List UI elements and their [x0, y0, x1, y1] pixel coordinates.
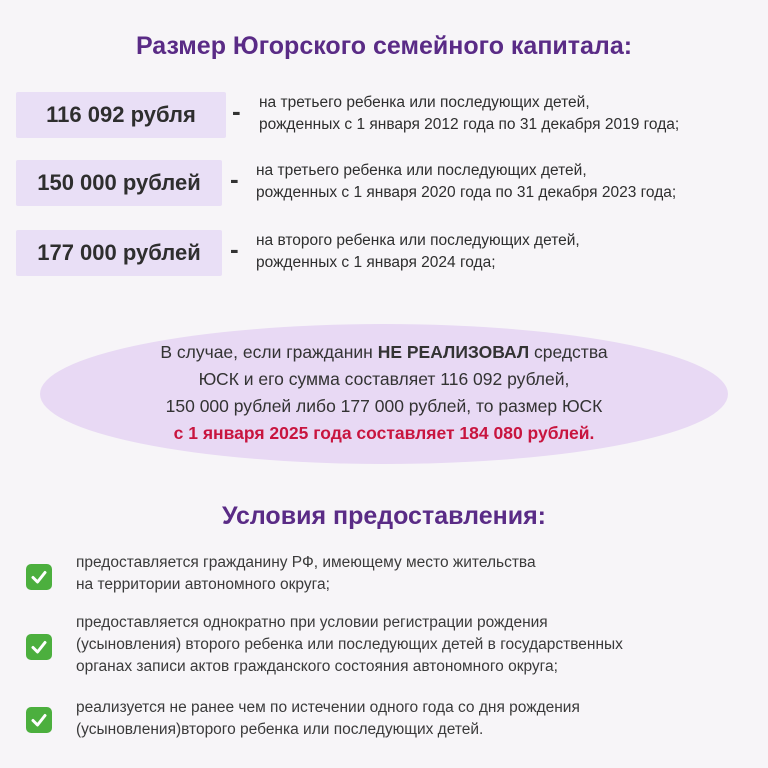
condition-text: реализуется не ранее чем по истечении одного года со дня рождения (усыновления)второго ребенка или последующих детей.	[76, 699, 580, 738]
dash-separator: -	[232, 96, 241, 126]
conditions-title: Условия предоставления:	[222, 502, 546, 530]
note-line-3: 150 000 рублей либо 177 000 рублей, то размер ЮСК	[165, 396, 603, 416]
description-line: на третьего ребенка или последующих детей,	[259, 94, 590, 111]
amount-description	[259, 92, 679, 136]
dash-separator: -	[230, 234, 239, 264]
note-highlight: с 1 января 2025 года составляет 184 080 рублей.	[173, 423, 595, 443]
amount-badge: 177 000 рублей	[16, 230, 222, 276]
page-title: Размер Югорского семейного капитала:	[135, 32, 633, 60]
note-line-1: В случае, если гражданин НЕ РЕАЛИЗОВАЛ средства	[160, 342, 608, 362]
description-line: рожденных с 1 января 2012 года по 31 декабря 2019 года;	[259, 116, 680, 133]
description-line: рожденных с 1 января 2024 года;	[256, 254, 496, 271]
note-line-2: ЮСК и его сумма составляет 116 092 рублей,	[198, 369, 570, 389]
note-text	[60, 339, 708, 447]
condition-text: предоставляется гражданину РФ, имеющему место жительства на территории автономного округа;	[76, 554, 536, 593]
note-emphasis: НЕ РЕАЛИЗОВАЛ	[377, 342, 530, 362]
condition-text: предоставляется однократно при условии регистрации рождения (усыновления) второго ребенка или последующих детей в государственных органах записи актов гражданского состояния автономного округа;	[76, 614, 623, 675]
dash-separator: -	[230, 164, 239, 194]
check-mark-button-icon	[26, 707, 52, 733]
amount-badge: 116 092 рубля	[16, 92, 226, 138]
description-line: на третьего ребенка или последующих детей,	[256, 162, 587, 179]
check-mark-button-icon	[26, 634, 52, 660]
description-line: на второго ребенка или последующих детей,	[256, 232, 580, 249]
amount-description	[256, 230, 580, 274]
description-line: рожденных с 1 января 2020 года по 31 декабря 2023 года;	[256, 184, 677, 201]
amount-description	[256, 160, 676, 204]
amount-badge: 150 000 рублей	[16, 160, 222, 206]
check-mark-button-icon	[26, 564, 52, 590]
